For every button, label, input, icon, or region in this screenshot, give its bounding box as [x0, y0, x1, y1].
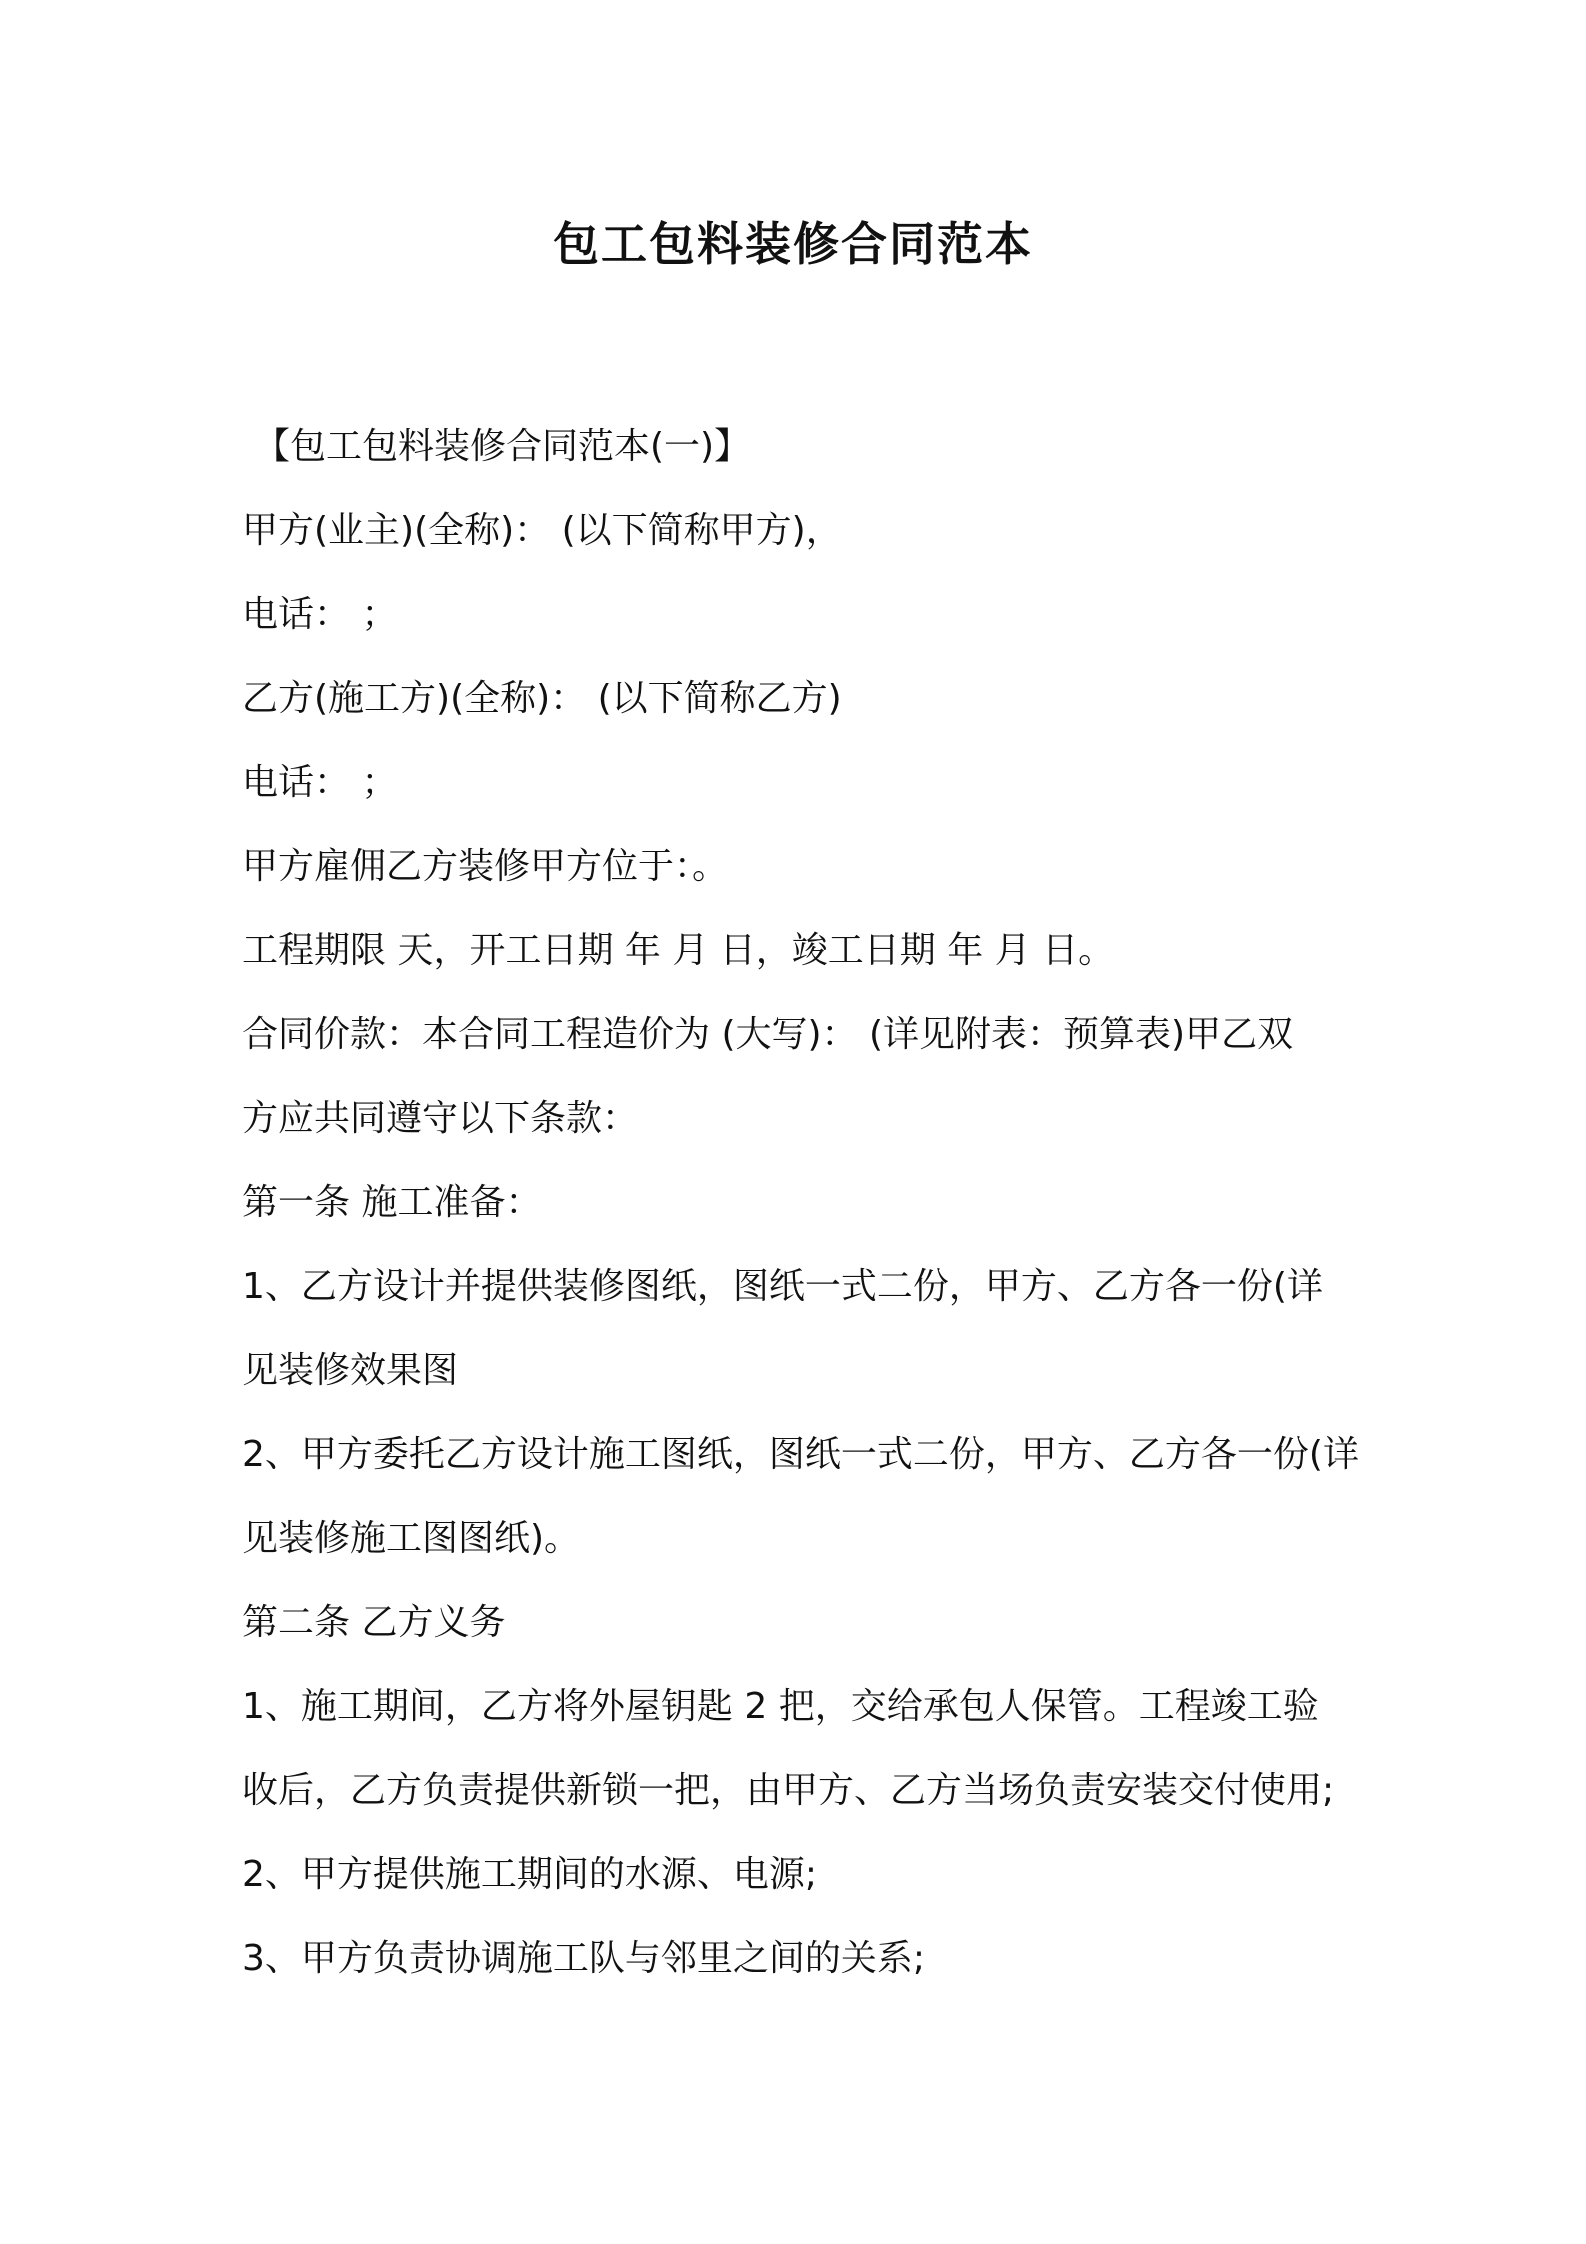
project-period-line: 工程期限 天，开工日期 年 月 日，竣工日期 年 月 日。	[242, 930, 1115, 971]
contract-price-line-continued: 方应共同遵守以下条款：	[242, 1098, 639, 1139]
article-one-item-2-continued: 见装修施工图图纸)。	[242, 1518, 581, 1559]
party-a-line: 甲方(业主)(全称)： (以下简称甲方)，	[242, 510, 842, 551]
location-line: 甲方雇佣乙方装修甲方位于：。	[242, 846, 729, 887]
article-one-item-1-continued: 见装修效果图	[242, 1350, 459, 1391]
article-one-heading: 第一条 施工准备：	[242, 1182, 542, 1223]
article-one-item-1: 1、乙方设计并提供装修图纸，图纸一式二份，甲方、乙方各一份(详	[242, 1266, 1323, 1307]
article-two-heading: 第二条 乙方义务	[242, 1602, 506, 1643]
article-two-item-3: 3、甲方负责协调施工队与邻里之间的关系;	[242, 1938, 926, 1979]
article-one-item-2: 2、甲方委托乙方设计施工图纸，图纸一式二份，甲方、乙方各一份(详	[242, 1434, 1359, 1475]
section-heading: 【包工包料装修合同范本(一)】	[254, 426, 751, 467]
party-b-phone-line: 电话： ；	[242, 762, 398, 803]
article-two-item-1: 1、施工期间，乙方将外屋钥匙 2 把，交给承包人保管。工程竣工验	[242, 1686, 1319, 1727]
document-body	[242, 405, 1362, 2001]
article-two-item-1-continued: 收后，乙方负责提供新锁一把，由甲方、乙方当场负责安装交付使用;	[242, 1770, 1335, 1811]
document-title: 包工包料装修合同范本	[553, 217, 1033, 271]
contract-price-line: 合同价款：本合同工程造价为 (大写)： (详见附表：预算表)甲乙双	[242, 1014, 1294, 1055]
party-b-line: 乙方(施工方)(全称)： (以下简称乙方)	[242, 678, 842, 719]
article-two-item-2: 2、甲方提供施工期间的水源、电源;	[242, 1854, 818, 1895]
party-a-phone-line: 电话： ；	[242, 594, 398, 635]
